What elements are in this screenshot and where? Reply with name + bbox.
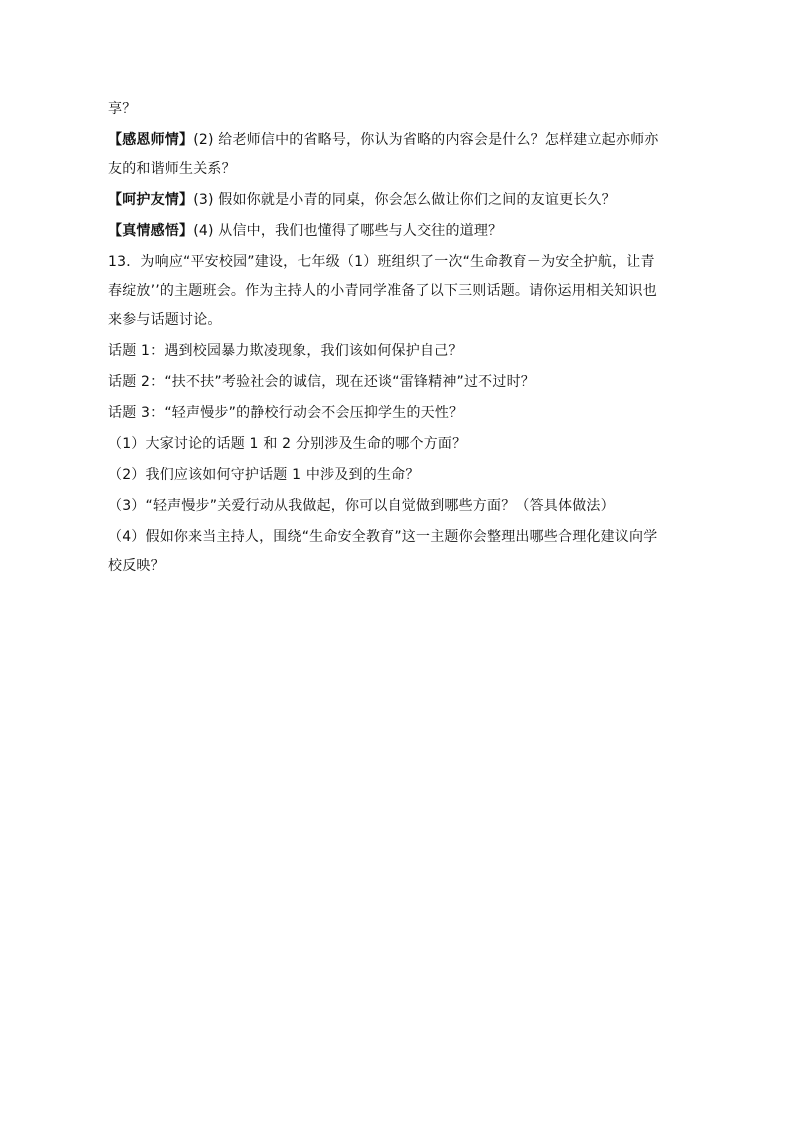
line-text: (4) 从信中，我们也懂得了哪些与人交往的道理？ (193, 223, 503, 239)
line-text: 话题 1：遇到校园暴力欺凌现象，我们该如何保护自己？ (108, 343, 463, 359)
line-text: （3）“轻声慢步”关爱行动从我做起，你可以自觉做到哪些方面？（答具体做法） (108, 498, 615, 514)
text-line-2 (108, 131, 688, 149)
line-text: (3) 假如你就是小青的同桌，你会怎么做让你们之间的友谊更长久？ (193, 192, 616, 208)
section-heading-friendship: 【呵护友情】 (108, 192, 194, 208)
sub-question-1 (108, 435, 688, 453)
topic-3 (108, 404, 688, 422)
text-line-3 (108, 160, 688, 178)
question-13-line-1 (108, 253, 688, 271)
line-text: 享？ (108, 101, 137, 117)
sub-question-4-line-2 (108, 557, 688, 575)
line-text: （2）我们应该如何守护话题 1 中涉及到的生命？ (108, 467, 420, 483)
document-body (108, 100, 688, 588)
section-heading-gratitude: 【感恩师情】 (108, 132, 194, 148)
line-text: 来参与话题讨论。 (108, 312, 222, 328)
question-13-line-3 (108, 311, 688, 329)
sub-question-4-line-1 (108, 528, 688, 546)
line-text: 友的和谐师生关系？ (108, 161, 236, 177)
line-text: 春绽放’’的主题班会。作为主持人的小青同学准备了以下三则话题。请你运用相关知识也 (108, 283, 657, 299)
topic-2 (108, 373, 688, 391)
sub-question-3 (108, 497, 688, 515)
line-text: (2) 给老师信中的省略号，你认为省略的内容会是什么？怎样建立起亦师亦 (193, 132, 659, 148)
sub-question-2 (108, 466, 688, 484)
section-heading-reflection: 【真情感悟】 (108, 223, 194, 239)
text-line-4 (108, 191, 688, 209)
line-text: （1）大家讨论的话题 1 和 2 分别涉及生命的哪个方面？ (108, 436, 467, 452)
topic-1 (108, 342, 688, 360)
line-text: （4）假如你来当主持人，围绕“生命安全教育”这一主题你会整理出哪些合理化建议向学 (108, 529, 658, 545)
text-line-5 (108, 222, 688, 240)
line-text: 13．为响应“平安校园”建设，七年级（1）班组织了一次“生命教育－为安全护航，让青 (108, 254, 655, 270)
line-text: 话题 2：“扶不扶”考验社会的诚信，现在还谈“雷锋精神”过不过时？ (108, 374, 535, 390)
text-line-1 (108, 100, 688, 118)
question-13-line-2 (108, 282, 688, 300)
line-text: 话题 3：“轻声慢步”的静校行动会不会压抑学生的天性？ (108, 405, 464, 421)
line-text: 校反映？ (108, 558, 165, 574)
